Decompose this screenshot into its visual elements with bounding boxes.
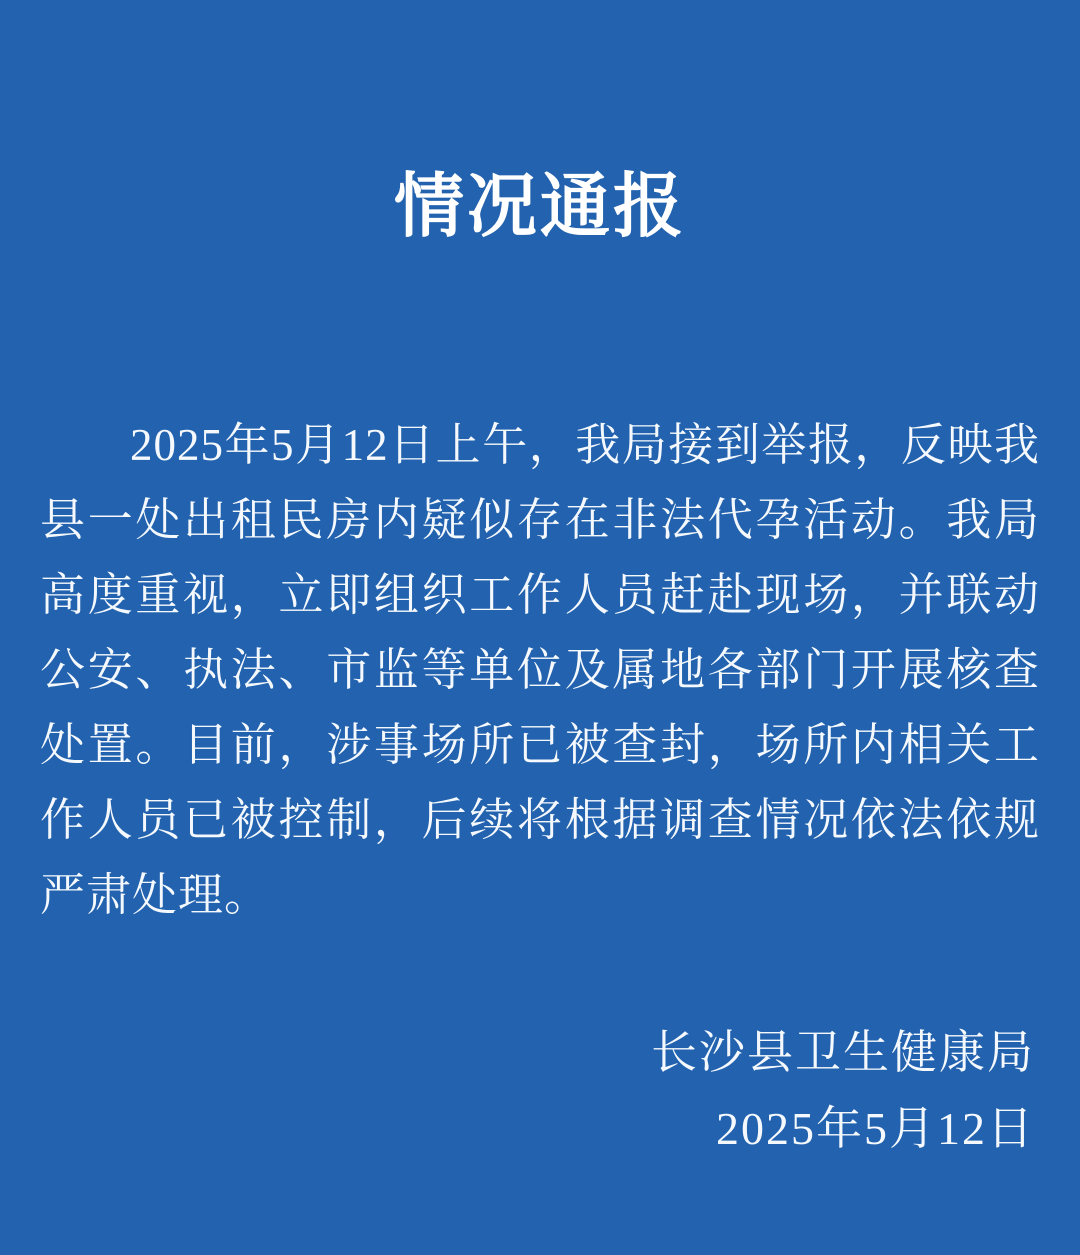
notice-title: 情况通报 (394, 167, 686, 245)
notice-signature-block (651, 1015, 1035, 1167)
notice-date: 2025年5月12日 (716, 1103, 1035, 1154)
notice-body-paragraph: 2025年5月12日上午，我局接到举报，反映我县一处出租民房内疑似存在非法代孕活动。我局高度重视，立即组织工作人员赶赴现场，并联动公安、执法、市监等单位及属地各部门开展核查处置。目前，涉事场所已被查封，场所内相关工作人员已被控制，后续将根据调查情况依法依规严肃处理。 (40, 420, 1040, 920)
notice-issuer: 长沙县卫生健康局 (651, 1027, 1035, 1078)
